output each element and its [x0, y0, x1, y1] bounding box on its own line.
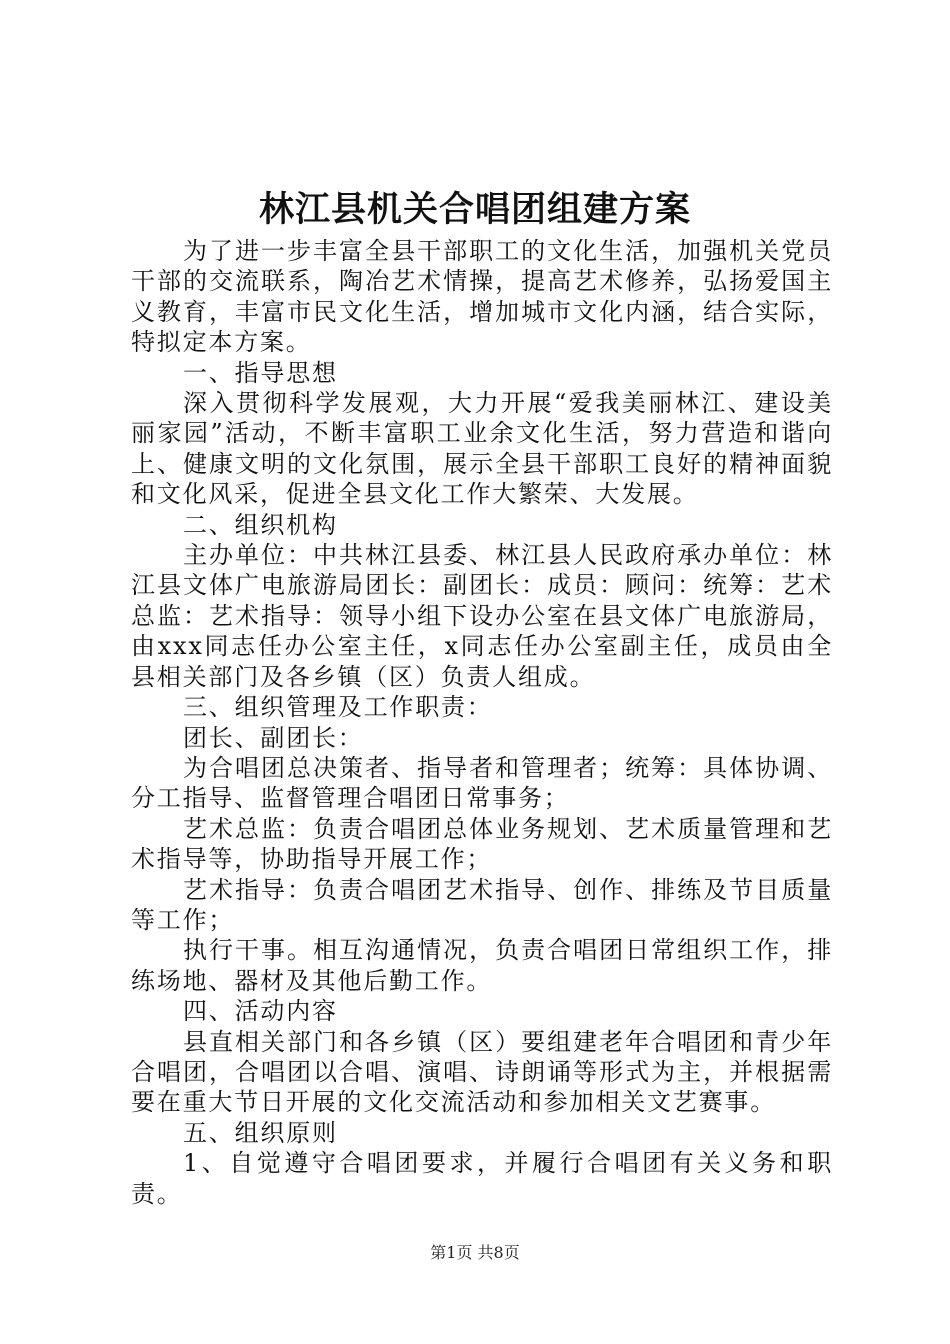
paragraph-guiding-ideology: 深入贯彻科学发展观，大力开展“爱我美丽林江、建设美丽家园”活动，不断丰富职工业余文化生活，努力营造和谐向上、健康文明的文化氛围，展示全县干部职工良好的精神面貌和文化风采，促进全县文化工作大繁荣、大发展。	[131, 389, 833, 509]
paragraph-principle-1: 1、自觉遵守合唱团要求，并履行合唱团有关义务和职责。	[131, 1149, 833, 1208]
paragraph-art-guidance: 艺术指导：负责合唱团艺术指导、创作、排练及节目质量等工作；	[131, 875, 833, 934]
paragraph-organization: 主办单位：中共林江县委、林江县人民政府承办单位：林江县文体广电旅游局团长：副团长：成员：顾问：统筹：艺术总监：艺术指导：领导小组下设办公室在县文体广电旅游局，由xxx同志任办公室主任，x同志任办公室副主任，成员由全县相关部门及各乡镇（区）负责人组成。	[131, 541, 833, 691]
paragraph-leader-duties: 为合唱团总决策者、指导者和管理者；统筹：具体协调、分工指导、监督管理合唱团日常事务；	[131, 753, 833, 813]
section-heading-activities: 四、活动内容	[183, 997, 338, 1026]
section-heading-organization: 二、组织机构	[183, 510, 338, 539]
paragraph-leader-heading: 团长、副团长：	[183, 723, 364, 752]
section-heading-guiding-ideology: 一、指导思想	[183, 358, 338, 387]
paragraph-art-director: 艺术总监：负责合唱团总体业务规划、艺术质量管理和艺术指导等，协助指导开展工作；	[131, 814, 833, 874]
page-number: 第1页 共8页	[430, 1243, 520, 1262]
section-heading-principles: 五、组织原则	[183, 1118, 338, 1147]
document-title: 林江县机关合唱团组建方案	[258, 189, 691, 230]
paragraph-executive: 执行干事。相互沟通情况，负责合唱团日常组织工作，排练场地、器材及其他后勤工作。	[131, 936, 833, 995]
paragraph-intro: 为了进一步丰富全县干部职工的文化生活，加强机关党员干部的交流联系，陶冶艺术情操，提高艺术修养，弘扬爱国主义教育，丰富市民文化生活，增加城市文化内涵，结合实际，特拟定本方案。	[131, 237, 833, 357]
paragraph-activities: 县直相关部门和各乡镇（区）要组建老年合唱团和青少年合唱团，合唱团以合唱、演唱、诗朗诵等形式为主，并根据需要在重大节日开展的文化交流活动和参加相关文艺赛事。	[131, 1027, 833, 1117]
document-body	[131, 236, 833, 1209]
section-heading-management-duties: 三、组织管理及工作职责：	[183, 693, 493, 722]
